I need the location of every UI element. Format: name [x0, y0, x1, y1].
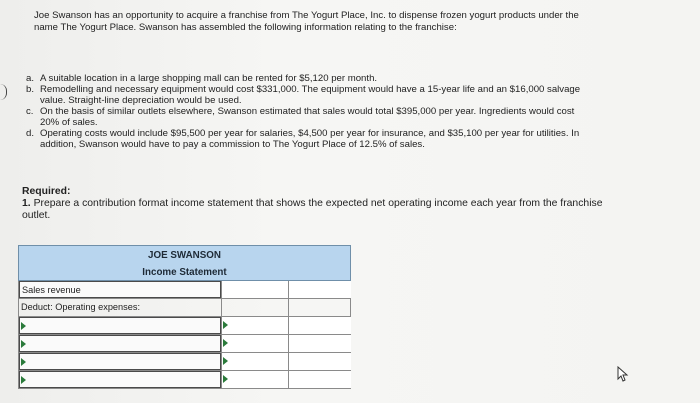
required-text-line-2: outlet.: [22, 210, 51, 221]
statement-title: Income Statement: [142, 267, 227, 278]
amount-cell-2: [288, 299, 351, 316]
row-label-input[interactable]: [19, 371, 221, 388]
dropdown-marker-icon: [21, 358, 26, 366]
facts-list: [26, 73, 686, 150]
dropdown-marker-icon: [223, 357, 228, 365]
amount-cell-1: [221, 299, 288, 316]
row-label-input[interactable]: [19, 317, 221, 334]
row-label-input[interactable]: [19, 281, 221, 298]
statement-row: [18, 371, 351, 389]
fact-line: addition, Swanson would have to pay a commission to The Yogurt Place of 12.5% of sales.: [40, 139, 425, 150]
amount-input-1[interactable]: [221, 353, 288, 370]
fact-letter: c.: [26, 106, 34, 117]
fact-line: 20% of sales.: [40, 117, 98, 128]
fact-letter: d.: [26, 128, 35, 139]
mouse-pointer-icon: [617, 366, 631, 382]
fact-line: Operating costs would include $95,500 per year for salaries, $4,500 per year for insurance, and $35,100 per year for utilities. In: [40, 128, 580, 139]
dropdown-marker-icon: [21, 322, 26, 330]
amount-input-1[interactable]: [221, 335, 288, 352]
amount-input-2[interactable]: [288, 317, 351, 334]
amount-input-2[interactable]: [288, 353, 351, 370]
dropdown-marker-icon: [21, 376, 26, 384]
statement-row: [18, 281, 351, 299]
required-section: [22, 186, 682, 222]
required-item-1: [22, 198, 682, 210]
fact-item-a: [26, 73, 686, 84]
dropdown-marker-icon: [223, 321, 228, 329]
fact-letter: b.: [26, 84, 35, 95]
statement-company: JOE SWANSON: [148, 250, 221, 261]
row-label-input[interactable]: [19, 353, 221, 370]
required-text-line-1: Prepare a contribution format income statement that shows the expected net operating income each year from the franchise: [33, 198, 603, 209]
statement-row: [18, 299, 351, 317]
page-edge-mark: [0, 84, 7, 100]
amount-input-1[interactable]: [221, 317, 288, 334]
row-label-static: [19, 299, 221, 316]
fact-line: value. Straight-line depreciation would be used.: [40, 95, 242, 106]
amount-input-1[interactable]: [221, 371, 288, 388]
amount-input-1[interactable]: [221, 281, 288, 298]
amount-input-2[interactable]: [288, 281, 351, 298]
row-label: Deduct: Operating expenses:: [21, 302, 140, 312]
required-heading: Required:: [22, 186, 71, 197]
intro-line-2: name The Yogurt Place. Swanson has assembled the following information relating to the franchise:: [34, 22, 457, 33]
dropdown-marker-icon: [21, 340, 26, 348]
required-number: 1.: [22, 198, 31, 209]
statement-row: [18, 353, 351, 371]
statement-header: [18, 245, 351, 281]
fact-line: Remodelling and necessary equipment would cost $331,000. The equipment would have a 15-year life and an $16,000 salvage: [40, 84, 581, 95]
fact-line: A suitable location in a large shopping mall can be rented for $5,120 per month.: [40, 73, 378, 84]
fact-item-b: [26, 84, 686, 106]
amount-input-2[interactable]: [288, 335, 351, 352]
statement-row: [18, 335, 351, 353]
problem-intro: [34, 10, 684, 34]
amount-input-2[interactable]: [288, 371, 351, 388]
fact-letter: a.: [26, 73, 35, 84]
row-label-input[interactable]: [19, 335, 221, 352]
fact-item-d: [26, 128, 686, 150]
dropdown-marker-icon: [223, 339, 228, 347]
fact-line: On the basis of similar outlets elsewhere, Swanson estimated that sales would total $395,000 per year. Ingredients would cost: [40, 106, 575, 117]
intro-line-1: Joe Swanson has an opportunity to acquire a franchise from The Yogurt Place, Inc. to dispense frozen yogurt products under the: [34, 10, 579, 21]
dropdown-marker-icon: [223, 375, 228, 383]
row-label: Sales revenue: [22, 285, 81, 295]
fact-item-c: [26, 106, 686, 128]
statement-row: [18, 317, 351, 335]
